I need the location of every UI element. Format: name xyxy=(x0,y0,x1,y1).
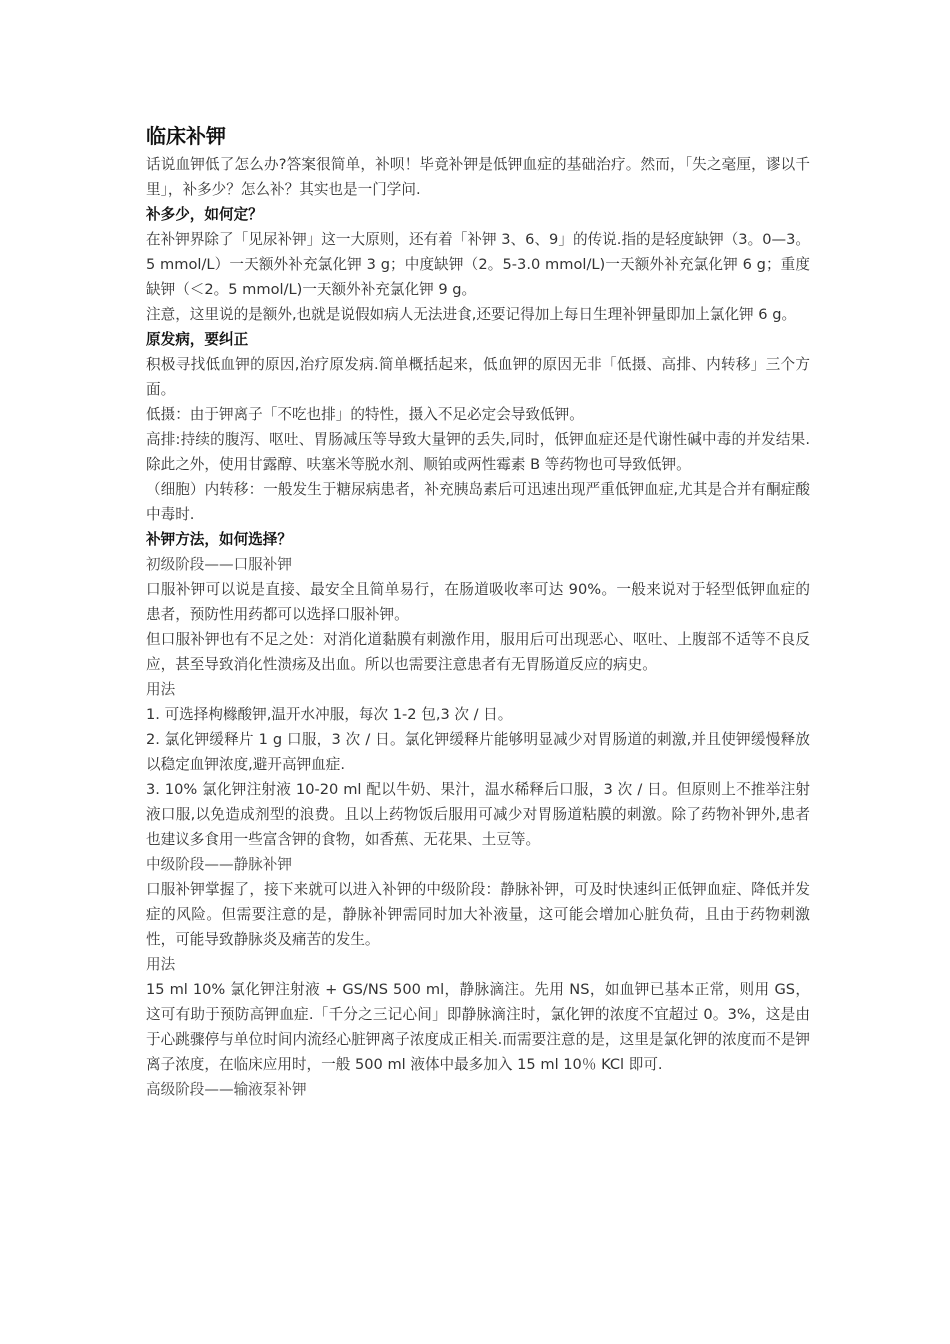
intravenous-paragraph: 口服补钾掌握了，接下来就可以进入补钾的中级阶段：静脉补钾，可及时快速纠正低钾血症、降低并发症的风险。但需要注意的是，静脉补钾需同时加大补液量，这可能会增加心脏负荷，且由于药物刺激性，可能导致静脉炎及痛苦的发生。 xyxy=(146,881,810,948)
iv-usage-paragraph: 15 ml 10% 氯化钾注射液 + GS/NS 500 ml，静脉滴注。先用 NS，如血钾已基本正常，则用 GS，这可有助于预防高钾血症.「千分之三记心间」即静脉滴注时，氯化钾的浓度不宜超过 0。3%，这是由于心跳骤停与单位时间内流经心脏钾离子浓度成正相关.而需要注意的是，这里是氯化钾的浓度而不是钾离子浓度，在临床应用时，一般 500 ml 液体中最多加入 15 ml 10％ KCl 即可. xyxy=(146,981,810,1073)
subheading-infusion-pump: 高级阶段——输液泵补钾 xyxy=(146,1081,307,1098)
subheading-intravenous: 中级阶段——静脉补钾 xyxy=(146,856,292,873)
document-title: 临床补钾 xyxy=(146,124,226,148)
internal-shift-paragraph: （细胞）内转移：一般发生于糖尿病患者，补充胰岛素后可迅速出现严重低钾血症,尤其是合并有酮症酸中毒时. xyxy=(146,481,810,523)
dosage-paragraph: 在补钾界除了「见尿补钾」这一大原则，还有着「补钾 3、6、9」的传说.指的是轻度缺钾（3。0—3。5 mmol/L）一天额外补充氯化钾 3 g；中度缺钾（2。5-3.0 mmol/L)一天额外补充氯化钾 6 g；重度缺钾（＜2。5 mmol/L)一天额外补充氯化钾 9 g。 xyxy=(146,231,810,298)
subheading-usage-oral: 用法 xyxy=(146,681,176,698)
usage-item-2: 2. 氯化钾缓释片 1 g 口服，3 次 / 日。氯化钾缓释片能够明显减少对胃肠道的刺激,并且使钾缓慢释放以稳定血钾浓度,避开高钾血症. xyxy=(146,731,810,773)
subheading-usage-iv: 用法 xyxy=(146,956,176,973)
subheading-oral: 初级阶段——口服补钾 xyxy=(146,556,292,573)
section-heading-dosage: 补多少，如何定？ xyxy=(146,206,263,223)
causes-paragraph: 积极寻找低血钾的原因,治疗原发病.简单概括起来，低血钾的原因无非「低摄、高排、内转移」三个方面。 xyxy=(146,356,810,398)
high-excretion-paragraph: 高排:持续的腹泻、呕吐、胃肠减压等导致大量钾的丢失,同时，低钾血症还是代谢性碱中毒的并发结果.除此之外，使用甘露醇、呋塞米等脱水剂、顺铂或两性霉素 B 等药物也可导致低钾。 xyxy=(146,431,810,473)
oral-paragraph: 口服补钾可以说是直接、最安全且简单易行，在肠道吸收率可达 90%。一般来说对于轻型低钾血症的患者，预防性用药都可以选择口服补钾。 xyxy=(146,581,810,623)
section-heading-methods: 补钾方法，如何选择？ xyxy=(146,531,292,548)
intro-paragraph: 话说血钾低了怎么办?答案很简单，补呗！毕竟补钾是低钾血症的基础治疗。然而，「失之毫厘，谬以千里」，补多少？怎么补？其实也是一门学问. xyxy=(146,156,810,198)
usage-item-3: 3. 10% 氯化钾注射液 10-20 ml 配以牛奶、果汁，温水稀释后口服，3 次 / 日。但原则上不推举注射液口服,以免造成剂型的浪费。且以上药物饭后服用可减少对胃肠道粘膜的刺激。除了药物补钾外,患者也建议多食用一些富含钾的食物，如香蕉、无花果、土豆等。 xyxy=(146,781,810,848)
oral-drawbacks-paragraph: 但口服补钾也有不足之处：对消化道黏膜有刺激作用，服用后可出现恶心、呕吐、上腹部不适等不良反应，甚至导致消化性溃疡及出血。所以也需要注意患者有无胃肠道反应的病史。 xyxy=(146,631,810,673)
low-intake-paragraph: 低摄：由于钾离子「不吃也排」的特性，摄入不足必定会导致低钾。 xyxy=(146,406,584,423)
section-heading-primary-disease: 原发病，要纠正 xyxy=(146,331,249,348)
dosage-note-paragraph: 注意，这里说的是额外,也就是说假如病人无法进食,还要记得加上每日生理补钾量即加上氯化钾 6 g。 xyxy=(146,306,797,323)
usage-item-1: 1. 可选择枸橼酸钾,温开水冲服，每次 1-2 包,3 次 / 日。 xyxy=(146,706,513,723)
document-page xyxy=(146,120,810,1102)
